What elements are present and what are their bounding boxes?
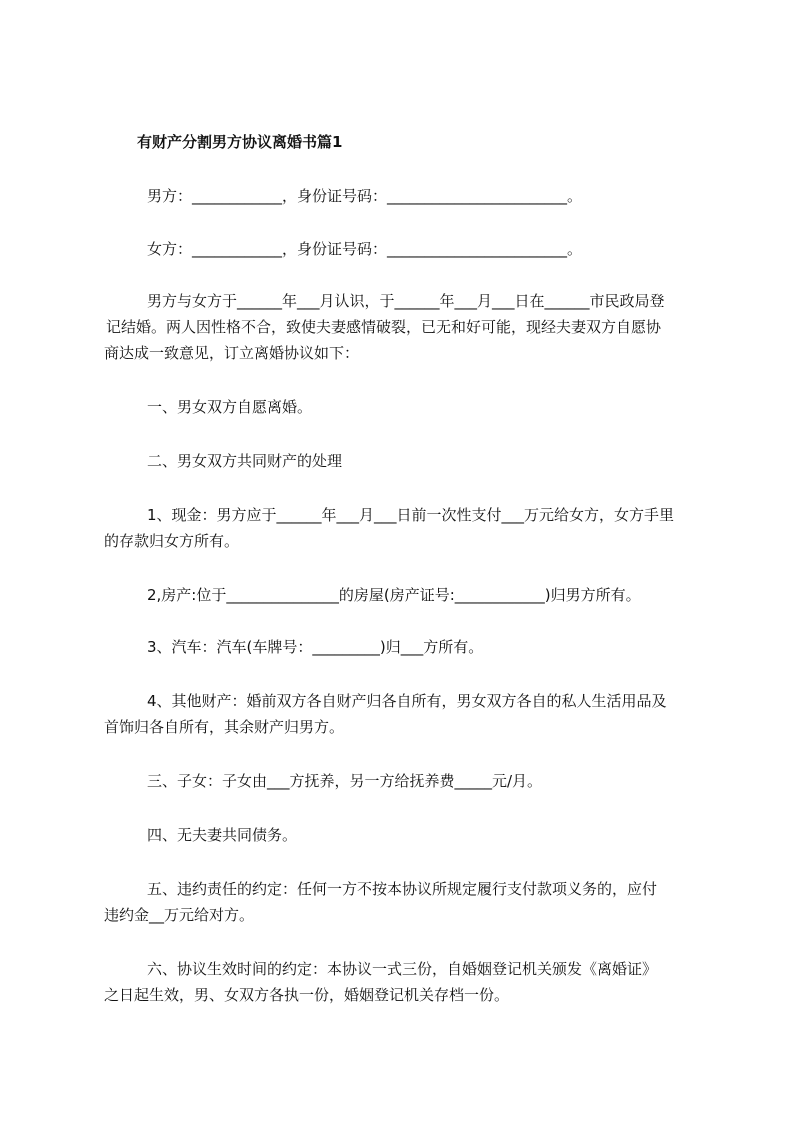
male-party-line: 男方：____________，身份证号码：________________________。 [147, 187, 583, 205]
other-property-line: 4、其他财产：婚前双方各自财产归各自所有，男女双方各自的私人生活用品及 [147, 692, 667, 710]
clause-6-line: 六、协议生效时间的约定：本协议一式三份，自婚姻登记机关颁发《离婚证》 [147, 960, 658, 978]
intro-paragraph-line: 商达成一致意见，订立离婚协议如下： [104, 344, 360, 362]
intro-paragraph-line: 记结婚。两人因性格不合，致使夫妻感情破裂，已无和好可能，现经夫妻双方自愿协 [106, 318, 662, 336]
clause-4-line: 四、无夫妻共同债务。 [147, 826, 298, 844]
clause-1-line: 一、男女双方自愿离婚。 [147, 398, 313, 416]
clause-2-line: 二、男女双方共同财产的处理 [147, 452, 343, 470]
clause-5-line: 五、违约责任的约定：任何一方不按本协议所规定履行支付款项义务的，应付 [147, 880, 658, 898]
intro-paragraph-line: 男方与女方于______年___月认识，于______年___月___日在______市民政局登 [147, 292, 665, 310]
clause-6-line: 之日起生效，男、女双方各执一份，婚姻登记机关存档一份。 [104, 986, 510, 1004]
document-title: 有财产分割男方协议离婚书篇1 [137, 133, 343, 151]
clause-5-line: 违约金__万元给对方。 [104, 906, 255, 924]
female-party-line: 女方：____________，身份证号码：________________________。 [147, 240, 583, 258]
clause-3-line: 三、子女：子女由___方抚养，另一方给抚养费_____元/月。 [147, 772, 543, 790]
house-item-line: 2,房产:位于_______________的房屋(房产证号:____________)归男方所有。 [147, 586, 641, 604]
car-item-line: 3、汽车：汽车(车牌号：_________)归___方所有。 [147, 638, 484, 656]
cash-item-line: 的存款归女方所有。 [104, 532, 240, 550]
other-property-line: 首饰归各自所有，其余财产归男方。 [104, 718, 345, 736]
cash-item-line: 1、现金：男方应于______年___月___日前一次性支付___万元给女方，女方手里 [147, 506, 675, 524]
